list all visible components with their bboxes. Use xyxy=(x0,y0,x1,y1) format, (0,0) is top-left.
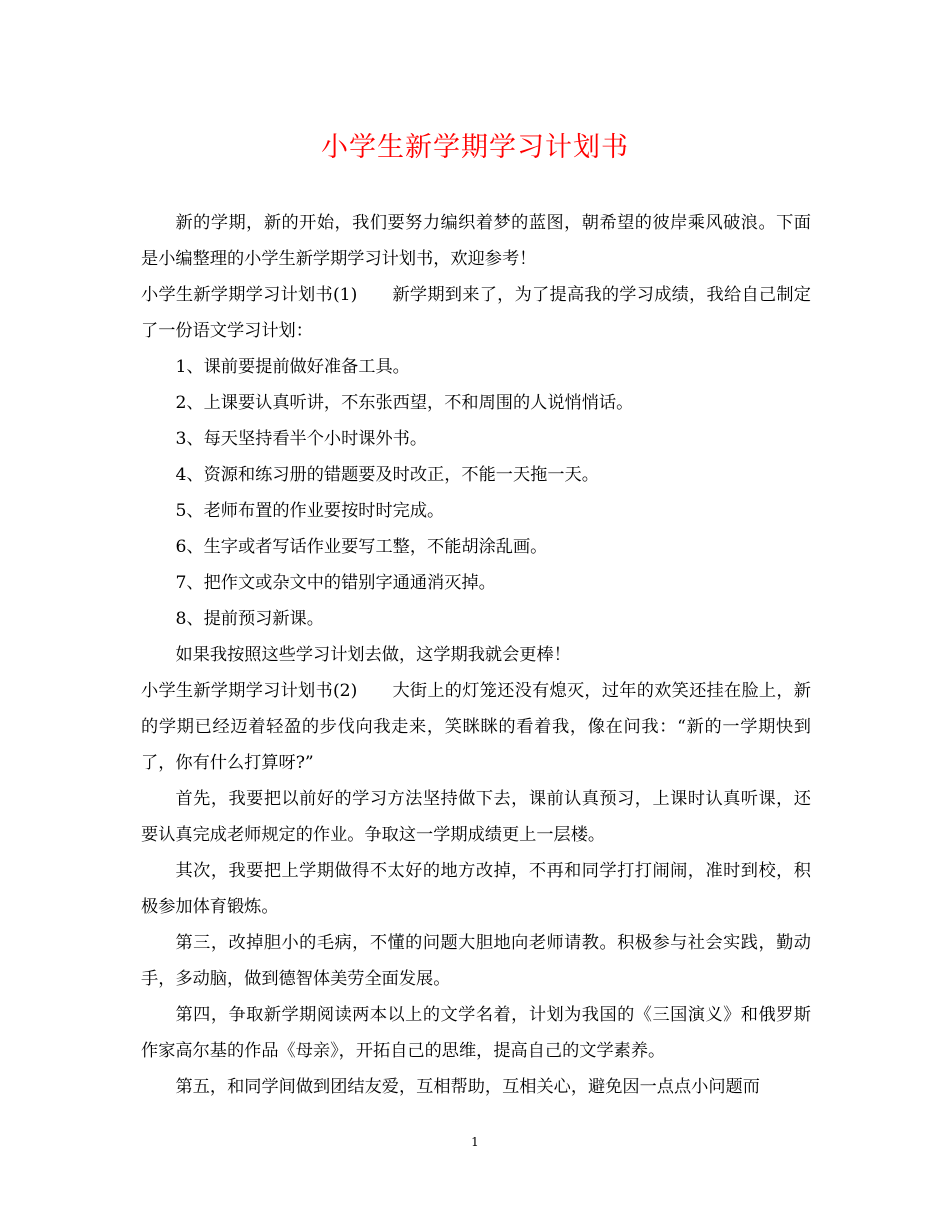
list-item: 4、资源和练习册的错题要及时改正，不能一天拖一天。 xyxy=(175,465,599,485)
list-item: 2、上课要认真听讲，不东张西望，不和周围的人说悄悄话。 xyxy=(175,393,634,413)
page-number: 1 xyxy=(471,1135,479,1149)
list-item: 8、提前预习新课。 xyxy=(175,609,324,629)
list-item: 1、课前要提前做好准备工具。 xyxy=(175,357,410,377)
document-body xyxy=(141,205,811,1105)
paragraph-plan-2-heading: 小学生新学期学习计划书(2) 大街上的灯笼还没有熄灭，过年的欢笑还挂在脸上，新的学期已经迈着轻盈的步伐向我走来，笑眯眯的看着我，像在问我：“新的一学期快到了，你有什么打算呀?” xyxy=(141,681,811,773)
paragraph-fifth: 第五，和同学间做到团结友爱，互相帮助，互相关心，避免因一点点小问题而 xyxy=(175,1077,760,1097)
paragraph-intro: 新的学期，新的开始，我们要努力编织着梦的蓝图，朝希望的彼岸乘风破浪。下面是小编整理的小学生新学期学习计划书，欢迎参考！ xyxy=(141,213,811,269)
list-item: 7、把作文或杂文中的错别字通通消灭掉。 xyxy=(175,573,496,593)
paragraph-third: 第三，改掉胆小的毛病，不懂的问题大胆地向老师请教。积极参与社会实践，勤动手，多动脑，做到德智体美劳全面发展。 xyxy=(141,933,811,989)
paragraph-conclusion-1: 如果我按照这些学习计划去做，这学期我就会更棒！ xyxy=(175,645,571,665)
paragraph-second: 其次，我要把上学期做得不太好的地方改掉，不再和同学打打闹闹，准时到校，积极参加体育锻炼。 xyxy=(141,861,811,917)
paragraph-first: 首先，我要把以前好的学习方法坚持做下去，课前认真预习，上课时认真听课，还要认真完成老师规定的作业。争取这一学期成绩更上一层楼。 xyxy=(141,789,811,845)
list-item: 5、老师布置的作业要按时时完成。 xyxy=(175,501,445,521)
paragraph-plan-1-heading: 小学生新学期学习计划书(1) 新学期到来了，为了提高我的学习成绩，我给自己制定了一份语文学习计划： xyxy=(141,285,811,341)
document-title: 小学生新学期学习计划书 xyxy=(321,132,629,163)
paragraph-fourth: 第四，争取新学期阅读两本以上的文学名着，计划为我国的《三国演义》和俄罗斯作家高尔基的作品《母亲》，开拓自己的思维，提高自己的文学素养。 xyxy=(141,1005,811,1061)
list-item: 6、生字或者写话作业要写工整，不能胡涂乱画。 xyxy=(175,537,548,557)
list-item: 3、每天坚持看半个小时课外书。 xyxy=(175,429,428,449)
